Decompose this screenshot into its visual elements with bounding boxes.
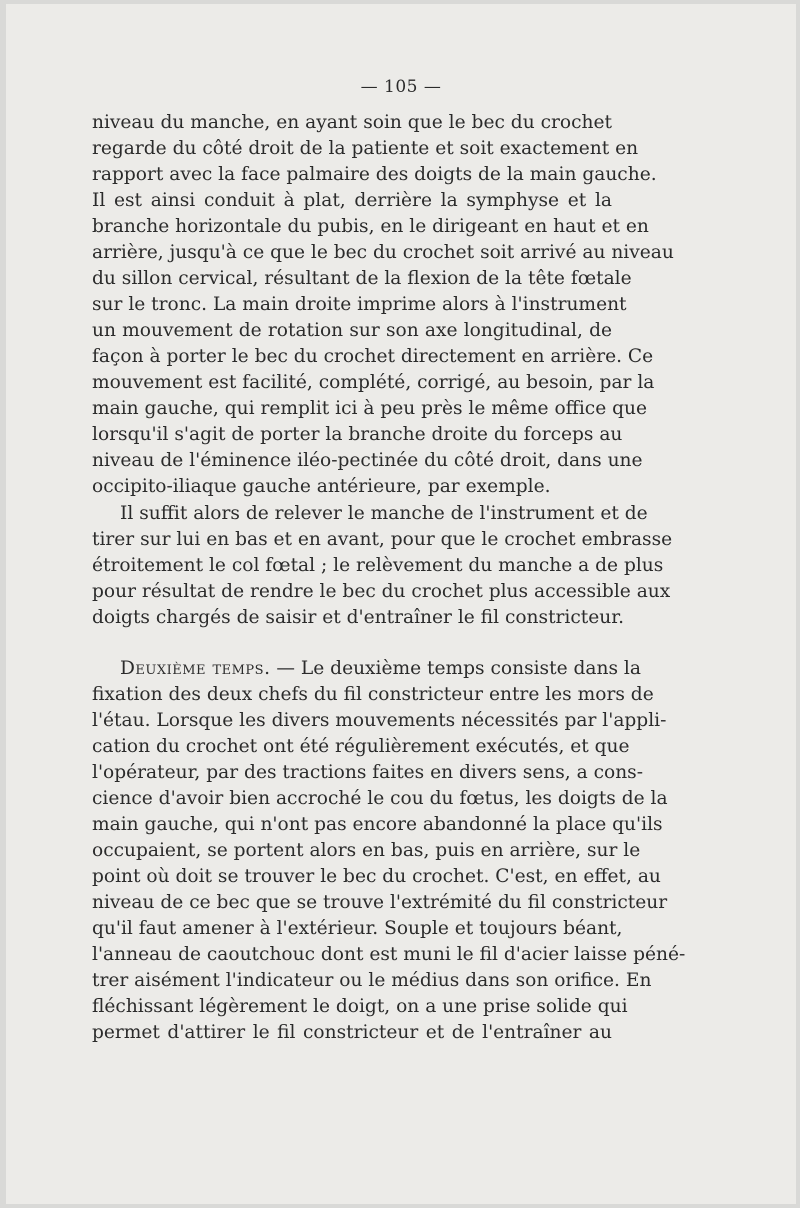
text-line: pour résultat de rendre le bec du crochet plus accessible aux [92, 581, 671, 602]
text-line: Il suffit alors de relever le manche de l'instrument et de [120, 503, 648, 524]
book-page [6, 4, 796, 1204]
text-line: un mouvement de rotation sur son axe longitudinal, de [92, 320, 612, 341]
text-line: rapport avec la face palmaire des doigts de la main gauche. [92, 164, 657, 185]
text-line: occupaient, se portent alors en bas, puis en arrière, sur le [92, 840, 641, 861]
text-line: branche horizontale du pubis, en le dirigeant en haut et en [92, 216, 649, 237]
page-number: — 105 — [360, 77, 442, 97]
text-line: point où doit se trouver le bec du crochet. C'est, en effet, au [92, 866, 661, 887]
text-line: du sillon cervical, résultant de la flexion de la tête fœtale [92, 268, 632, 289]
text-line: étroitement le col fœtal ; le relèvement du manche a de plus [92, 555, 664, 576]
text-line: qu'il faut amener à l'extérieur. Souple et toujours béant, [92, 918, 623, 939]
text-line: fixation des deux chefs du fil constricteur entre les mors de [92, 684, 654, 705]
text-line: trer aisément l'indicateur ou le médius dans son orifice. En [92, 970, 652, 991]
text-line: niveau de l'éminence iléo-pectinée du côté droit, dans une [92, 450, 643, 471]
text-line: l'opérateur, par des tractions faites en divers sens, a cons- [92, 762, 644, 783]
text-line: fléchissant légèrement le doigt, on a une prise solide qui [92, 996, 628, 1017]
text-line: cation du crochet ont été régulièrement exécutés, et que [92, 736, 630, 757]
text-line: niveau de ce bec que se trouve l'extrémité du fil constricteur [92, 892, 668, 913]
text-line: l'étau. Lorsque les divers mouvements nécessités par l'appli- [92, 710, 667, 731]
text-line: doigts chargés de saisir et d'entraîner le fil constricteur. [92, 607, 624, 628]
text-line: sur le tronc. La main droite imprime alors à l'instrument [92, 294, 627, 315]
text-line: lorsqu'il s'agit de porter la branche droite du forceps au [92, 424, 623, 445]
text-line: Il est ainsi conduit à plat, derrière la symphyse et la [92, 190, 612, 211]
text-line: — Le deuxième temps consiste dans la [270, 658, 641, 679]
text-line: arrière, jusqu'à ce que le bec du crochet soit arrivé au niveau [92, 242, 674, 263]
text-line: main gauche, qui remplit ici à peu près le même office que [92, 398, 648, 419]
text-line: permet d'attirer le fil constricteur et de l'entraîner au [92, 1022, 612, 1043]
text-line: tirer sur lui en bas et en avant, pour que le crochet embrasse [92, 529, 673, 550]
section-first-line [120, 656, 641, 682]
text-line: façon à porter le bec du crochet directement en arrière. Ce [92, 346, 654, 367]
text-line: l'anneau de caoutchouc dont est muni le fil d'acier laisse péné- [92, 944, 686, 965]
text-line: occipito-iliaque gauche antérieure, par exemple. [92, 476, 551, 497]
text-line: regarde du côté droit de la patiente et soit exactement en [92, 138, 639, 159]
text-line: cience d'avoir bien accroché le cou du fœtus, les doigts de la [92, 788, 668, 809]
text-line: main gauche, qui n'ont pas encore abandonné la place qu'ils [92, 814, 663, 835]
text-line: niveau du manche, en ayant soin que le bec du crochet [92, 112, 612, 133]
section-heading: Deuxième temps. [120, 658, 271, 679]
text-line: mouvement est facilité, complété, corrigé, au besoin, par la [92, 372, 655, 393]
